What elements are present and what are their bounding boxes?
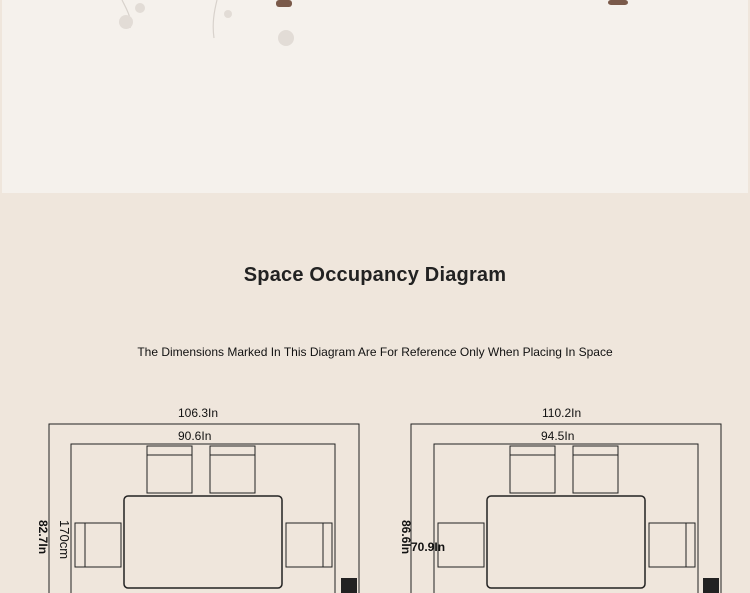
product-image-panel: [2, 0, 748, 193]
dining-table: [487, 496, 645, 588]
section-title: Space Occupancy Diagram: [243, 264, 507, 286]
outer-width-label: 110.2In: [542, 406, 582, 420]
dining-table: [124, 496, 282, 588]
section-subtitle: The Dimensions Marked In This Diagram Are For Reference Only When Placing In Space: [137, 345, 613, 359]
corner-badge: [703, 578, 719, 593]
outer-boundary: [411, 424, 721, 593]
corner-badge: [341, 578, 357, 593]
floor-plan-2: [401, 400, 723, 593]
inner-boundary: [71, 444, 335, 593]
chair-right: [649, 523, 695, 567]
floor-plan-1: [38, 400, 360, 593]
outer-depth-label: 82.7In: [36, 520, 50, 555]
chair-right: [286, 523, 332, 567]
lamp-base-left: [276, 0, 292, 7]
table-layout-diagram-2: [401, 400, 721, 593]
inner-depth-label: 170cm: [57, 520, 72, 560]
chairs-top: [510, 446, 618, 493]
inner-boundary: [434, 444, 698, 593]
floral-decoration: [2, 0, 748, 193]
outer-boundary: [49, 424, 359, 593]
lamp-base-right: [608, 0, 628, 5]
table-layout-diagram-1: [38, 400, 358, 593]
chairs-top: [147, 446, 255, 493]
inner-depth-label: 70.9In: [411, 540, 446, 554]
outer-width-label: 106.3In: [178, 406, 219, 420]
inner-width-label: 94.5In: [541, 429, 575, 443]
outer-depth-label: 86.6In: [399, 520, 413, 555]
inner-width-label: 90.6In: [178, 429, 212, 443]
chair-left: [75, 523, 121, 567]
